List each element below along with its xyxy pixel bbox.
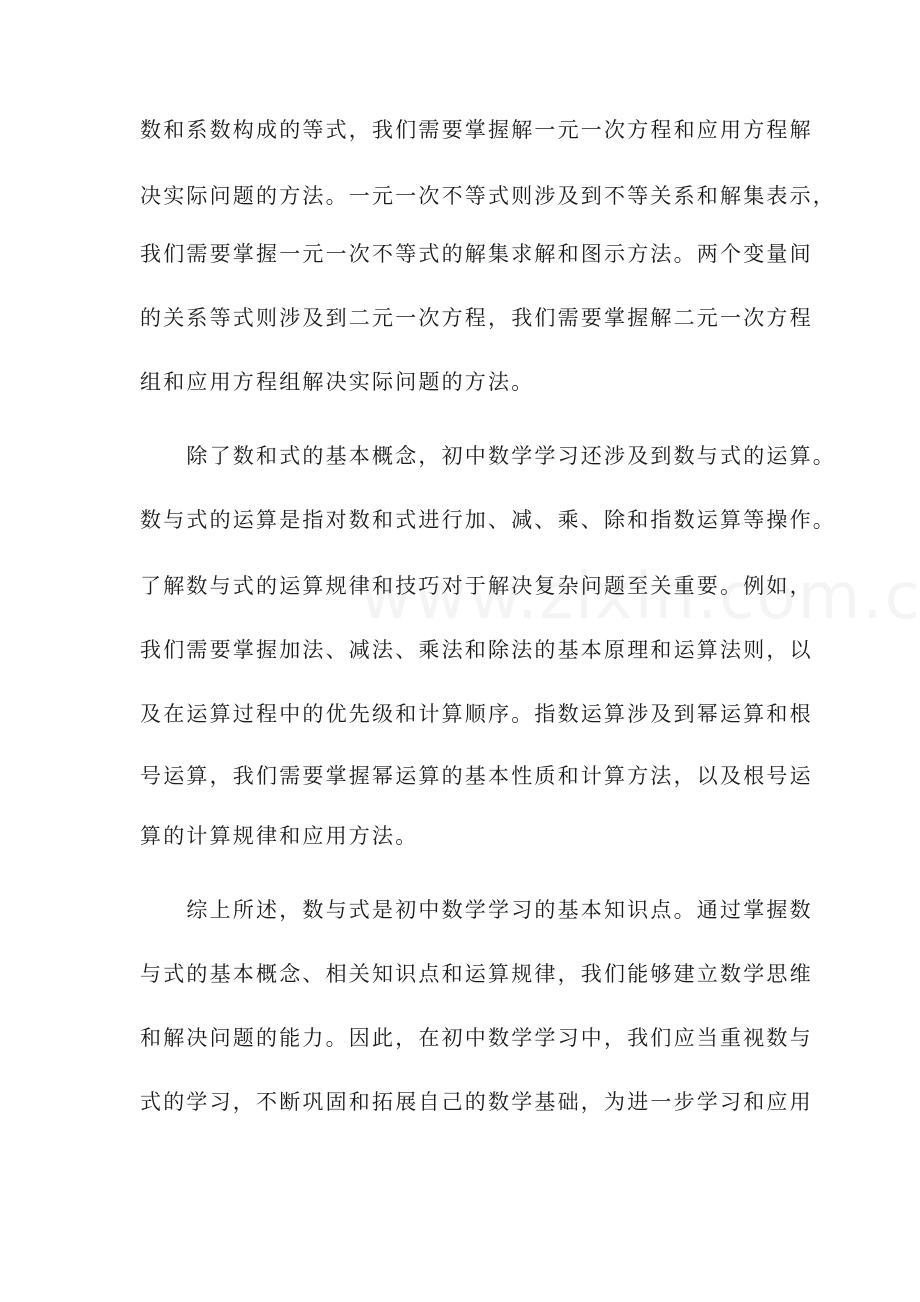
text-line: 式的学习，不断巩固和拓展自己的数学基础，为进一步学习和应用	[140, 1090, 813, 1114]
text-line: 的关系等式则涉及到二元一次方程，我们需要掌握解二元一次方程	[140, 306, 813, 330]
text-line: 除了数和式的基本概念，初中数学学习还涉及到数与式的运算。	[140, 444, 836, 468]
text-line: 了解数与式的运算规律和技巧对于解决复杂问题至关重要。例如，	[140, 574, 813, 598]
text-line: 与式的基本概念、相关知识点和运算规律，我们能够建立数学思维	[140, 962, 813, 986]
text-line: 我们需要掌握一元一次不等式的解集求解和图示方法。两个变量间	[140, 242, 813, 266]
text-line: 号运算，我们需要掌握幂运算的基本性质和计算方法，以及根号运	[140, 764, 813, 788]
text-line: 数和系数构成的等式，我们需要掌握解一元一次方程和应用方程解	[140, 118, 813, 142]
text-line: 算的计算规律和应用方法。	[140, 824, 419, 848]
text-line: 数与式的运算是指对数和式进行加、减、乘、除和指数运算等操作。	[140, 508, 836, 532]
text-line: 综上所述，数与式是初中数学学习的基本知识点。通过掌握数	[140, 898, 813, 922]
text-line: 组和应用方程组解决实际问题的方法。	[140, 370, 535, 394]
text-line: 和解决问题的能力。因此，在初中数学学习中，我们应当重视数与	[140, 1026, 813, 1050]
text-line: 及在运算过程中的优先级和计算顺序。指数运算涉及到幂运算和根	[140, 702, 813, 726]
text-line: 决实际问题的方法。一元一次不等式则涉及到不等关系和解集表示，	[140, 184, 836, 208]
text-line: 我们需要掌握加法、减法、乘法和除法的基本原理和运算法则，以	[140, 638, 813, 662]
